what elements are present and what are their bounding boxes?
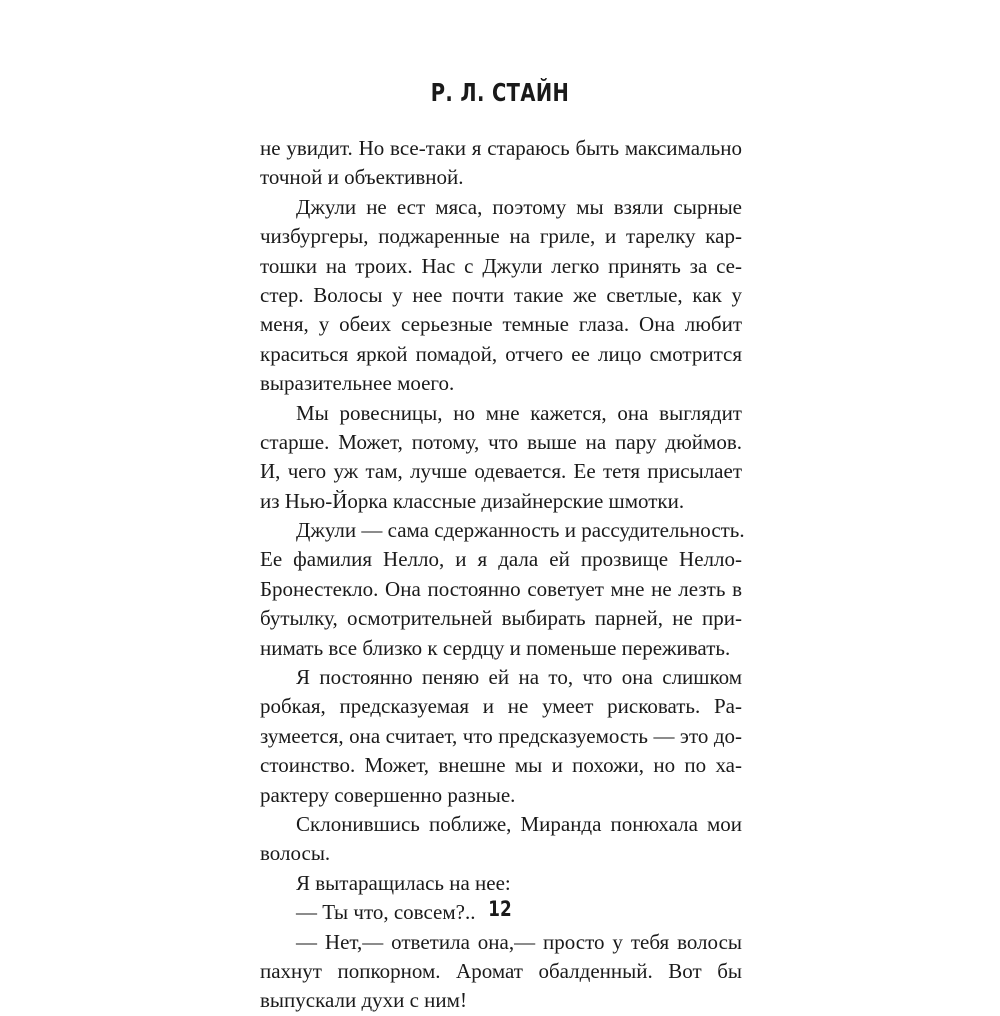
- text-line: из Нью-Йорка классные дизайнерские шмотки.: [260, 488, 685, 513]
- text-line: Склонившись поближе, Миранда понюхала мои: [296, 811, 742, 836]
- text-line: волосы.: [260, 841, 331, 866]
- paragraph: [260, 663, 742, 810]
- text-line: нимать все близко к сердцу и поменьше переживать.: [260, 635, 731, 660]
- text-line: не увидит. Но все-таки я стараюсь быть максимально: [260, 136, 742, 160]
- text-line: чизбургеры, поджаренные на гриле, и тарелку кар-: [260, 224, 742, 249]
- text-line: рактеру совершенно разные.: [260, 782, 516, 807]
- body-text: [260, 134, 745, 1016]
- text-line: Я постоянно пеняю ей на то, что она слишком: [296, 665, 742, 690]
- paragraph: [260, 193, 742, 399]
- text-line: краситься яркой помадой, отчего ее лицо смотрится: [260, 341, 742, 366]
- paragraph: [260, 810, 742, 869]
- text-line: Я вытаращилась на нее:: [296, 870, 511, 895]
- paragraph: [260, 869, 742, 898]
- text-line: точной и объективной.: [260, 165, 464, 190]
- text-line: выразительнее моего.: [260, 371, 455, 396]
- text-line: робкая, предсказуемая и не умеет рисковать. Ра-: [260, 694, 742, 719]
- paragraph: [260, 134, 742, 193]
- text-line: старше. Может, потому, что выше на пару дюймов.: [260, 429, 742, 454]
- dialogue-paragraph: [260, 928, 742, 1016]
- text-line: Джули не ест мяса, поэтому мы взяли сырные: [296, 194, 742, 219]
- text-line: — Нет,— ответила она,— просто у тебя волосы: [296, 929, 742, 954]
- text-line: меня, у обеих серьезные темные глаза. Она любит: [260, 312, 742, 337]
- text-line: Мы ровесницы, но мне кажется, она выглядит: [296, 400, 742, 425]
- text-line: И, чего уж там, лучше одевается. Ее тетя присылает: [260, 459, 742, 484]
- text-line: Джули — сама сдержанность и рассудительность.: [296, 518, 745, 543]
- text-line: тошки на троих. Нас с Джули легко принять за се-: [260, 253, 742, 278]
- text-line: Бронестекло. Она постоянно советует мне не лезть в: [260, 576, 742, 601]
- text-line: стоинство. Может, внешне мы и похожи, но по ха-: [260, 753, 742, 778]
- text-line: зумеется, она считает, что предсказуемость — это до-: [260, 723, 742, 748]
- paragraph: [260, 399, 742, 517]
- text-line: — Ты что, совсем?..: [296, 900, 476, 925]
- text-line: пахнут попкорном. Аромат обалденный. Вот бы: [260, 958, 742, 983]
- paragraph: [260, 516, 745, 663]
- page-number: 12: [488, 897, 512, 921]
- text-line: выпускали духи с ним!: [260, 988, 467, 1013]
- text-line: бутылку, осмотрительней выбирать парней, не при-: [260, 606, 742, 631]
- text-line: Ее фамилия Нелло, и я дала ей прозвище Нелло-: [260, 547, 742, 572]
- text-line: стер. Волосы у нее почти такие же светлые, как у: [260, 282, 742, 307]
- running-header-author: Р. Л. СТАЙН: [430, 78, 570, 107]
